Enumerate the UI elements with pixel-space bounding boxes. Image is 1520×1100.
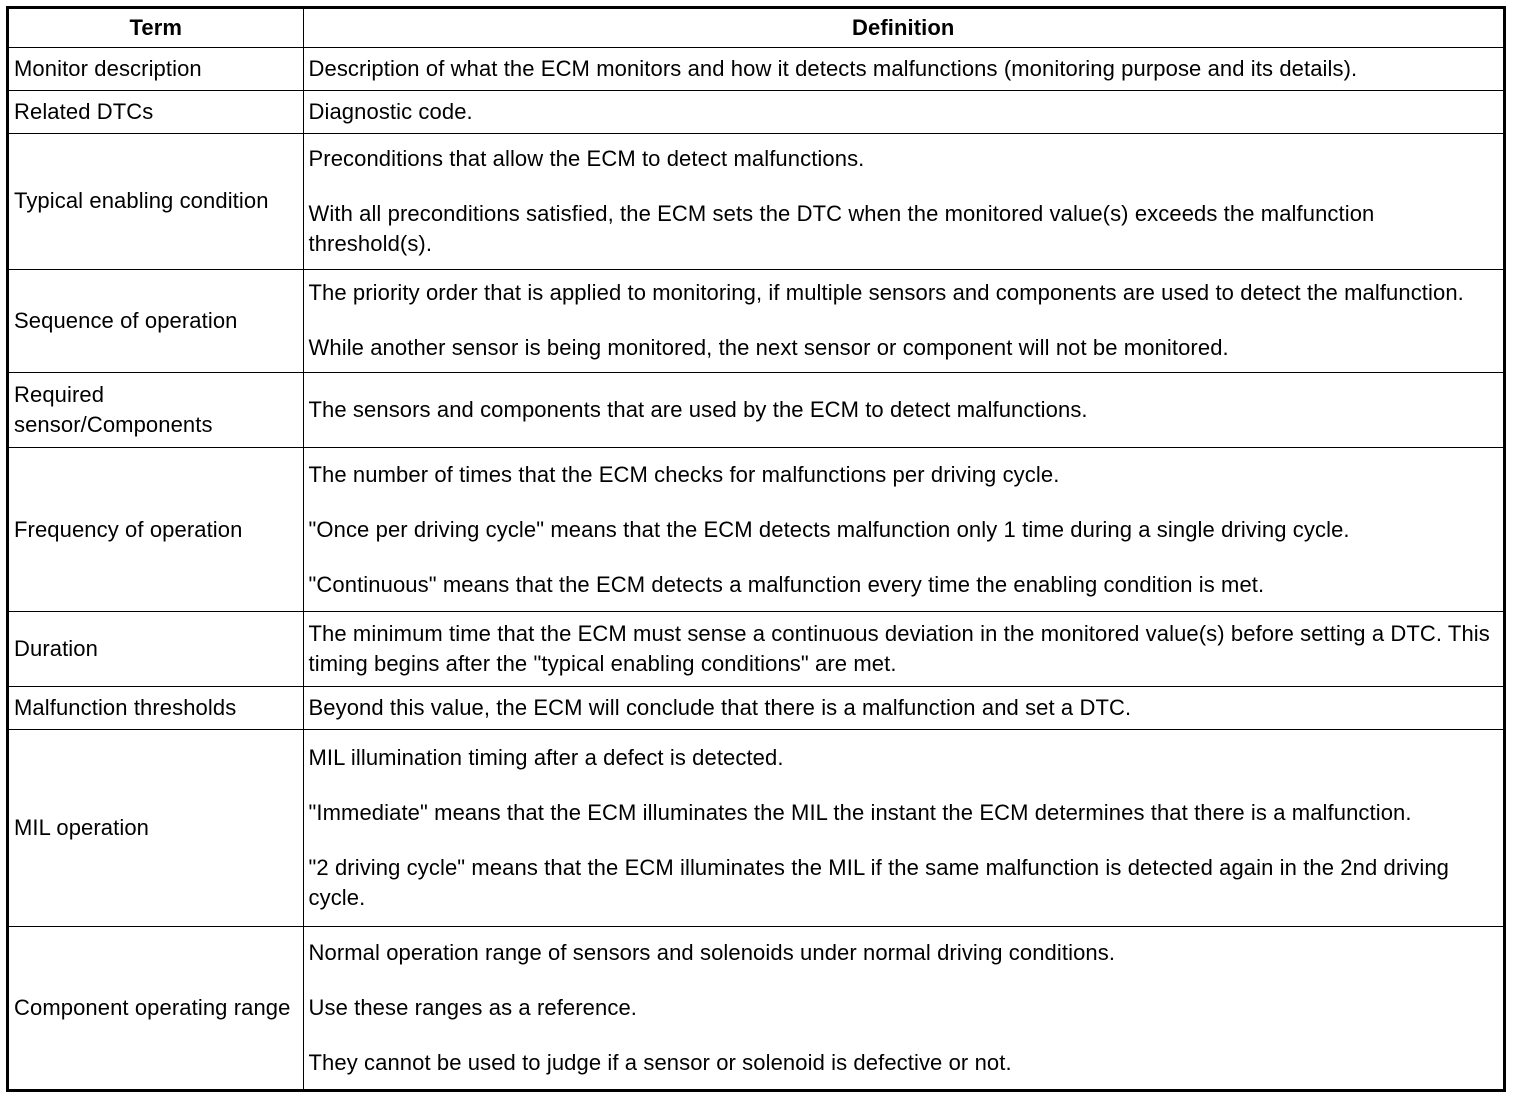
definition-paragraph: "Immediate" means that the ECM illuminates the MIL the instant the ECM determines that there is a malfunction. <box>308 799 1412 825</box>
table-row <box>9 133 1503 269</box>
terms-table <box>9 9 1503 1089</box>
definition-paragraph: "Continuous" means that the ECM detects a malfunction every time the enabling condition is met. <box>308 571 1265 597</box>
term-cell: Typical enabling condition <box>9 133 303 269</box>
definition-paragraph: With all preconditions satisfied, the ECM sets the DTC when the monitored value(s) exceeds the malfunction threshold(s). <box>308 200 1375 256</box>
definition-paragraph: While another sensor is being monitored, the next sensor or component will not be monitored. <box>308 335 1229 361</box>
definition-cell <box>303 687 1503 730</box>
term-cell: MIL operation <box>9 730 303 926</box>
definition-paragraph: Description of what the ECM monitors and how it detects malfunctions (monitoring purpose and its details). <box>308 55 1358 81</box>
definition-cell <box>303 611 1503 687</box>
definition-cell <box>303 926 1503 1089</box>
table-row <box>9 269 1503 372</box>
definition-paragraph: The priority order that is applied to monitoring, if multiple sensors and components are used to detect the malfunction. <box>308 280 1464 306</box>
definition-cell <box>303 269 1503 372</box>
table-row <box>9 926 1503 1089</box>
definition-cell <box>303 90 1503 133</box>
definition-paragraph: Diagnostic code. <box>308 98 473 124</box>
definition-paragraph: The number of times that the ECM checks for malfunctions per driving cycle. <box>308 461 1060 487</box>
term-cell: Sequence of operation <box>9 269 303 372</box>
definition-paragraph: MIL illumination timing after a defect is detected. <box>308 744 784 770</box>
term-cell: Component operating range <box>9 926 303 1089</box>
table-row <box>9 730 1503 926</box>
definition-paragraph: Normal operation range of sensors and solenoids under normal driving conditions. <box>308 939 1116 965</box>
definition-cell <box>303 48 1503 91</box>
definitions-sheet <box>6 6 1506 1092</box>
definition-paragraph: Preconditions that allow the ECM to detect malfunctions. <box>308 145 865 171</box>
term-cell: Frequency of operation <box>9 448 303 611</box>
term-column-header: Term <box>9 9 303 48</box>
term-cell: Duration <box>9 611 303 687</box>
header-row <box>9 9 1503 48</box>
definition-paragraph: Beyond this value, the ECM will conclude that there is a malfunction and set a DTC. <box>308 695 1132 721</box>
definition-paragraph: Use these ranges as a reference. <box>308 994 637 1020</box>
definition-paragraph: The sensors and components that are used by the ECM to detect malfunctions. <box>308 396 1088 422</box>
table-row <box>9 48 1503 91</box>
definition-column-header: Definition <box>303 9 1503 48</box>
term-cell: Monitor description <box>9 48 303 91</box>
definition-cell <box>303 372 1503 448</box>
definition-paragraph: The minimum time that the ECM must sense a continuous deviation in the monitored value(s) before setting a DTC. This timing begins after the "typical enabling conditions" are met. <box>308 621 1490 677</box>
table-row <box>9 90 1503 133</box>
definition-paragraph: They cannot be used to judge if a sensor or solenoid is defective or not. <box>308 1049 1012 1075</box>
table-row <box>9 448 1503 611</box>
definition-paragraph: "2 driving cycle" means that the ECM illuminates the MIL if the same malfunction is detected again in the 2nd driving cycle. <box>308 854 1450 910</box>
table-row <box>9 611 1503 687</box>
definition-cell <box>303 448 1503 611</box>
definition-cell <box>303 133 1503 269</box>
table-row <box>9 372 1503 448</box>
term-cell: Required sensor/Components <box>9 372 303 448</box>
table-row <box>9 687 1503 730</box>
definition-paragraph: "Once per driving cycle" means that the ECM detects malfunction only 1 time during a single driving cycle. <box>308 516 1350 542</box>
term-cell: Related DTCs <box>9 90 303 133</box>
definition-cell <box>303 730 1503 926</box>
term-cell: Malfunction thresholds <box>9 687 303 730</box>
